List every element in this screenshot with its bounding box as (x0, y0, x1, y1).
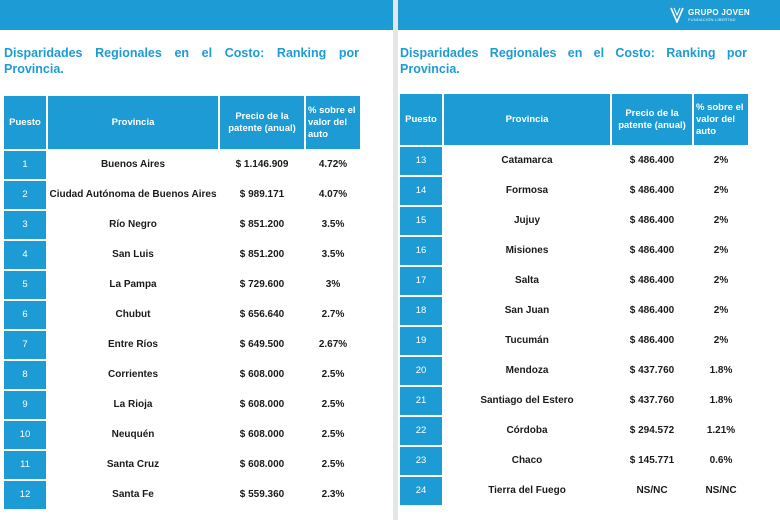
price-cell: $ 437.760 (612, 357, 692, 385)
percent-cell: 2.5% (306, 391, 360, 419)
percent-cell: 2.67% (306, 331, 360, 359)
price-cell: $ 437.760 (612, 387, 692, 415)
price-cell: $ 1.146.909 (220, 151, 304, 179)
province-cell: Ciudad Autónoma de Buenos Aires (48, 181, 218, 209)
rank-cell: 7 (4, 331, 46, 359)
table-row (4, 451, 360, 479)
province-cell: Buenos Aires (48, 151, 218, 179)
price-cell: $ 608.000 (220, 391, 304, 419)
province-cell: La Pampa (48, 271, 218, 299)
table-body-right (400, 147, 748, 505)
rank-cell: 6 (4, 301, 46, 329)
table-row (4, 241, 360, 269)
rank-cell: 23 (400, 447, 442, 475)
table-row (400, 477, 748, 505)
price-cell: $ 486.400 (612, 147, 692, 175)
table-row (4, 421, 360, 449)
rank-cell: 22 (400, 417, 442, 445)
price-cell: $ 486.400 (612, 327, 692, 355)
table-row (400, 417, 748, 445)
rank-cell: 2 (4, 181, 46, 209)
price-cell: $ 559.360 (220, 481, 304, 509)
percent-cell: 2% (694, 297, 748, 325)
price-cell: $ 486.400 (612, 177, 692, 205)
brand-name: GRUPO JOVEN (688, 7, 750, 17)
ranking-table-left (2, 94, 362, 511)
percent-cell: NS/NC (694, 477, 748, 505)
rank-cell: 1 (4, 151, 46, 179)
table-row (400, 357, 748, 385)
table-row (4, 391, 360, 419)
percent-cell: 1.21% (694, 417, 748, 445)
rank-cell: 8 (4, 361, 46, 389)
price-cell: $ 656.640 (220, 301, 304, 329)
province-cell: Formosa (444, 177, 610, 205)
table-row (400, 297, 748, 325)
price-cell: $ 145.771 (612, 447, 692, 475)
header-province: Provincia (48, 96, 218, 149)
left-header-bar (0, 0, 393, 30)
header-rank: Puesto (4, 96, 46, 149)
rank-cell: 16 (400, 237, 442, 265)
price-cell: $ 851.200 (220, 241, 304, 269)
percent-cell: 4.72% (306, 151, 360, 179)
header-price: Precio de la patente (anual) (220, 96, 304, 149)
price-cell: $ 486.400 (612, 267, 692, 295)
province-cell: Santa Fe (48, 481, 218, 509)
table-header-row (400, 94, 748, 145)
table-body-left (4, 151, 360, 509)
rank-cell: 9 (4, 391, 46, 419)
brand-logo (670, 4, 750, 26)
price-cell: $ 608.000 (220, 451, 304, 479)
rank-cell: 20 (400, 357, 442, 385)
rank-cell: 15 (400, 207, 442, 235)
table-row (4, 181, 360, 209)
table-row (400, 327, 748, 355)
table-header-row (4, 96, 360, 149)
rank-cell: 24 (400, 477, 442, 505)
province-cell: Entre Ríos (48, 331, 218, 359)
table-row (4, 271, 360, 299)
table-row (4, 301, 360, 329)
percent-cell: 3% (306, 271, 360, 299)
ranking-table-right (398, 92, 750, 507)
price-cell: $ 486.400 (612, 207, 692, 235)
percent-cell: 1.8% (694, 357, 748, 385)
percent-cell: 2% (694, 147, 748, 175)
province-cell: Mendoza (444, 357, 610, 385)
rank-cell: 5 (4, 271, 46, 299)
table-row (400, 387, 748, 415)
province-cell: Santa Cruz (48, 451, 218, 479)
percent-cell: 2% (694, 177, 748, 205)
table-row (400, 147, 748, 175)
percent-cell: 4.07% (306, 181, 360, 209)
table-row (400, 267, 748, 295)
right-header-bar (398, 0, 780, 30)
percent-cell: 2% (694, 267, 748, 295)
province-cell: Chubut (48, 301, 218, 329)
price-cell: $ 729.600 (220, 271, 304, 299)
percent-cell: 0.6% (694, 447, 748, 475)
province-cell: Tierra del Fuego (444, 477, 610, 505)
table-row (400, 447, 748, 475)
percent-cell: 3.5% (306, 241, 360, 269)
table-row (400, 177, 748, 205)
percent-cell: 2.7% (306, 301, 360, 329)
province-cell: Misiones (444, 237, 610, 265)
header-province: Provincia (444, 94, 610, 145)
right-title: Disparidades Regionales en el Costo: Ranking por Provincia. (400, 46, 747, 76)
province-cell: San Luis (48, 241, 218, 269)
percent-cell: 2% (694, 327, 748, 355)
percent-cell: 2% (694, 207, 748, 235)
price-cell: $ 486.400 (612, 297, 692, 325)
right-slide (398, 0, 780, 520)
province-cell: Neuquén (48, 421, 218, 449)
price-cell: NS/NC (612, 477, 692, 505)
rank-cell: 21 (400, 387, 442, 415)
province-cell: Jujuy (444, 207, 610, 235)
rank-cell: 4 (4, 241, 46, 269)
price-cell: $ 486.400 (612, 237, 692, 265)
percent-cell: 2.5% (306, 451, 360, 479)
rank-cell: 18 (400, 297, 442, 325)
percent-cell: 1.8% (694, 387, 748, 415)
rank-cell: 10 (4, 421, 46, 449)
price-cell: $ 851.200 (220, 211, 304, 239)
brand-tagline: FUNDACIÓN LIBERTAD (688, 16, 736, 22)
table-row (4, 211, 360, 239)
percent-cell: 2.3% (306, 481, 360, 509)
province-cell: Corrientes (48, 361, 218, 389)
header-price: Precio de la patente (anual) (612, 94, 692, 145)
province-cell: Catamarca (444, 147, 610, 175)
price-cell: $ 608.000 (220, 421, 304, 449)
table-row (400, 207, 748, 235)
price-cell: $ 649.500 (220, 331, 304, 359)
percent-cell: 3.5% (306, 211, 360, 239)
province-cell: La Rioja (48, 391, 218, 419)
table-row (4, 361, 360, 389)
province-cell: Santiago del Estero (444, 387, 610, 415)
rank-cell: 17 (400, 267, 442, 295)
price-cell: $ 989.171 (220, 181, 304, 209)
header-percent: % sobre el valor del auto (694, 94, 748, 145)
table-row (4, 481, 360, 509)
rank-cell: 19 (400, 327, 442, 355)
table-row (4, 331, 360, 359)
header-percent: % sobre el valor del auto (306, 96, 360, 149)
table-row (400, 237, 748, 265)
left-title: Disparidades Regionales en el Costo: Ranking por Provincia. (4, 46, 359, 76)
percent-cell: 2% (694, 237, 748, 265)
logo-mark-icon (670, 7, 684, 23)
rank-cell: 11 (4, 451, 46, 479)
price-cell: $ 608.000 (220, 361, 304, 389)
province-cell: Córdoba (444, 417, 610, 445)
header-rank: Puesto (400, 94, 442, 145)
province-cell: Río Negro (48, 211, 218, 239)
price-cell: $ 294.572 (612, 417, 692, 445)
percent-cell: 2.5% (306, 361, 360, 389)
province-cell: Tucumán (444, 327, 610, 355)
rank-cell: 14 (400, 177, 442, 205)
rank-cell: 3 (4, 211, 46, 239)
rank-cell: 13 (400, 147, 442, 175)
percent-cell: 2.5% (306, 421, 360, 449)
table-row (4, 151, 360, 179)
rank-cell: 12 (4, 481, 46, 509)
province-cell: San Juan (444, 297, 610, 325)
province-cell: Salta (444, 267, 610, 295)
province-cell: Chaco (444, 447, 610, 475)
